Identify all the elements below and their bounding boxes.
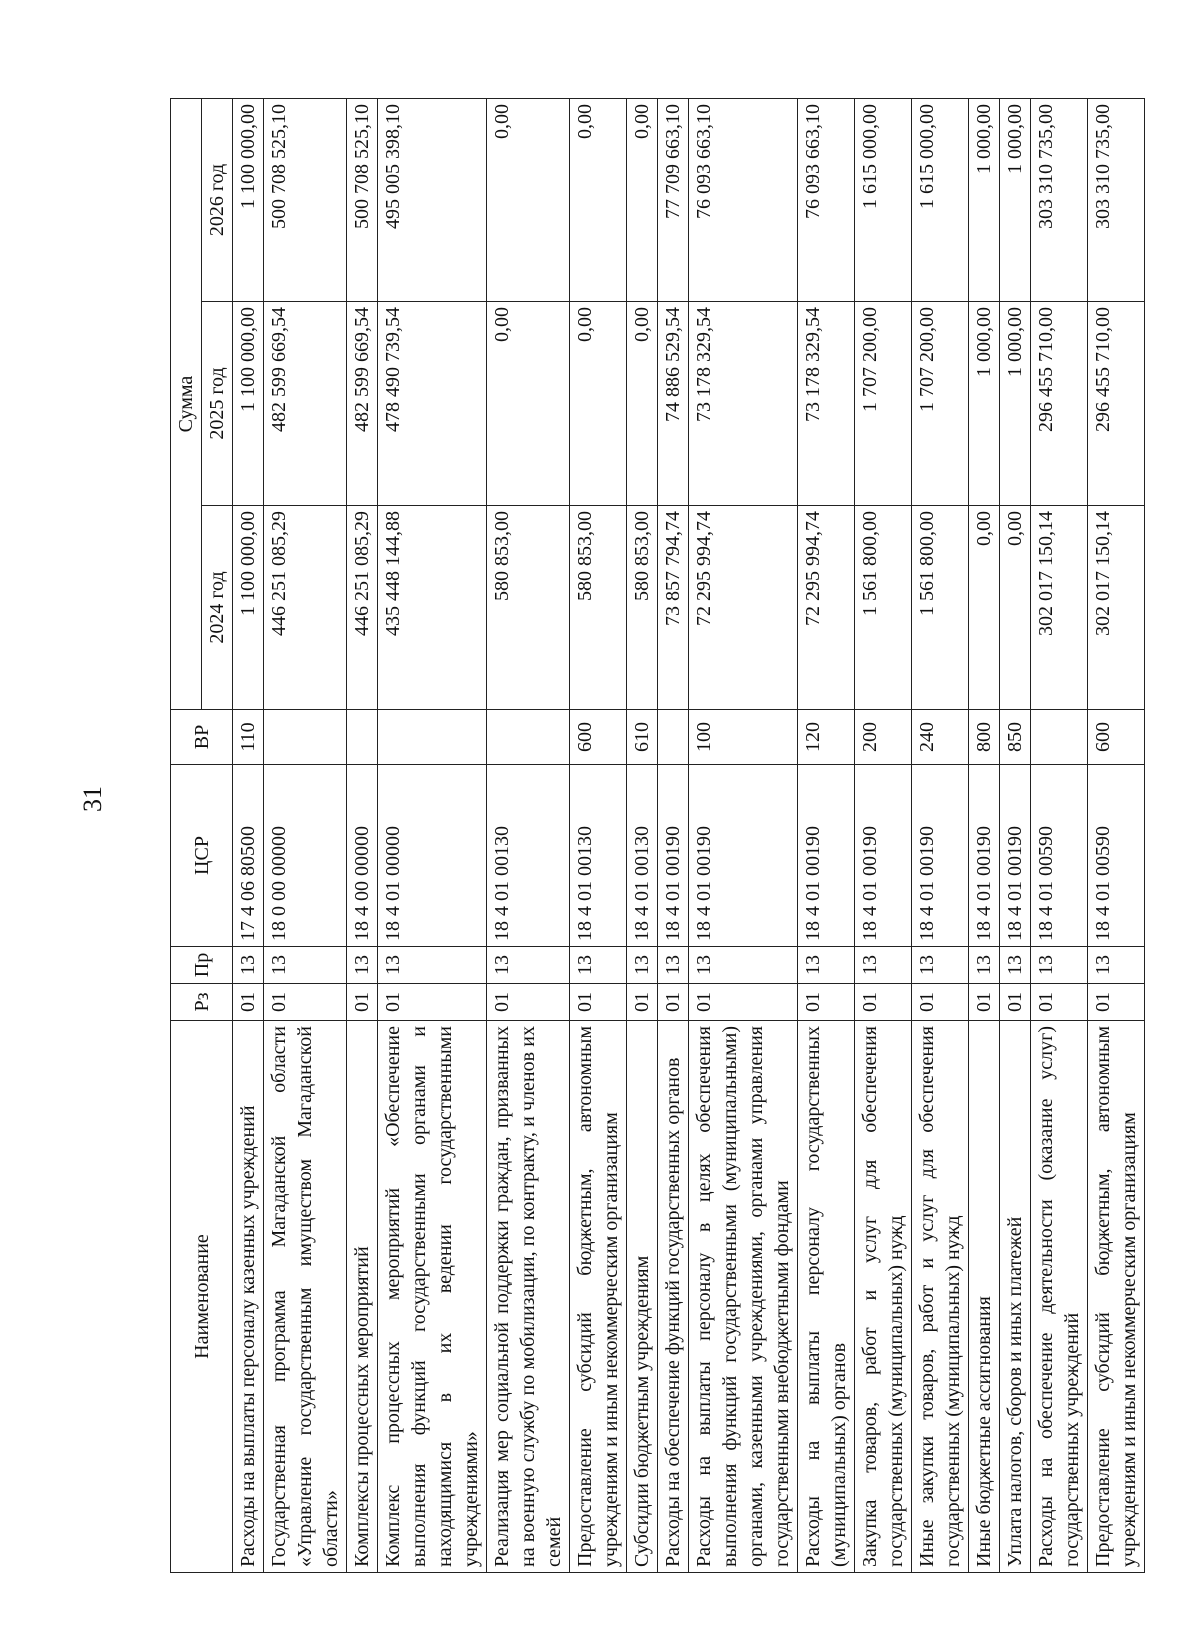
row-sum-2026-cell: 1 100 000,00: [233, 99, 264, 302]
row-rz-cell: 01: [1031, 984, 1088, 1021]
row-csr-cell: 18 4 01 00190: [689, 765, 798, 947]
row-sum-2025-cell: 0,00: [627, 302, 658, 506]
row-pr-cell: 13: [627, 947, 658, 984]
row-sum-2024-cell: 72 295 994,74: [689, 506, 798, 710]
row-sum-2026-cell: 500 708 525,10: [264, 99, 347, 302]
row-sum-2024-cell: 1 100 000,00: [233, 506, 264, 710]
row-sum-2026-cell: 1 000,00: [969, 99, 1000, 302]
row-pr-cell: 13: [689, 947, 798, 984]
row-rz-cell: 01: [1088, 984, 1145, 1021]
row-vr-cell: [347, 710, 378, 765]
row-sum-2024-cell: 580 853,00: [570, 506, 627, 710]
page-number: 31: [78, 786, 107, 812]
row-vr-cell: 100: [689, 710, 798, 765]
row-sum-2026-cell: 303 310 735,00: [1031, 99, 1088, 302]
row-name-cell: Расходы на обеспечение деятельности (оказание услуг) государственных учреждений: [1031, 1021, 1088, 1573]
row-sum-2025-cell: 1 000,00: [1000, 302, 1031, 506]
row-csr-cell: 18 4 00 00000: [347, 765, 378, 947]
row-name-cell: Иные закупки товаров, работ и услуг для обеспечения государственных (муниципальных) нужд: [912, 1021, 969, 1573]
row-sum-2024-cell: 580 853,00: [487, 506, 570, 710]
row-name-cell: Предоставление субсидий бюджетным, автономным учреждениям и иным некоммерческим организациям: [570, 1021, 627, 1573]
table-row: [264, 99, 347, 1573]
row-vr-cell: [264, 710, 347, 765]
row-sum-2025-cell: 0,00: [487, 302, 570, 506]
row-rz-cell: 01: [264, 984, 347, 1021]
row-rz-cell: 01: [798, 984, 855, 1021]
header-csr: ЦСР: [171, 765, 233, 947]
row-sum-2025-cell: 1 707 200,00: [912, 302, 969, 506]
row-pr-cell: 13: [798, 947, 855, 984]
row-sum-2025-cell: 0,00: [570, 302, 627, 506]
row-sum-2026-cell: 303 310 735,00: [1088, 99, 1145, 302]
row-csr-cell: 18 4 01 00130: [570, 765, 627, 947]
header-year-2024: 2024 год: [202, 506, 233, 710]
row-name-cell: Расходы на обеспечение функций государственных органов: [658, 1021, 689, 1573]
row-sum-2024-cell: 302 017 150,14: [1088, 506, 1145, 710]
budget-sheet: [170, 99, 1140, 1573]
row-sum-2026-cell: 77 709 663,10: [658, 99, 689, 302]
row-vr-cell: [378, 710, 487, 765]
row-csr-cell: 18 4 01 00190: [969, 765, 1000, 947]
row-rz-cell: 01: [855, 984, 912, 1021]
header-sum: Сумма: [171, 99, 202, 710]
table-row: [1088, 99, 1145, 1573]
table-row: [855, 99, 912, 1573]
table-row: [487, 99, 570, 1573]
row-name-cell: Предоставление субсидий бюджетным, автономным учреждениям и иным некоммерческим организациям: [1088, 1021, 1145, 1573]
row-csr-cell: 18 4 01 00190: [855, 765, 912, 947]
table-row: [798, 99, 855, 1573]
row-sum-2024-cell: 446 251 085,29: [264, 506, 347, 710]
row-name-cell: Комплекс процессных мероприятий «Обеспечение выполнения функций государственными органами и находящимися в их ведении государственными учреждениями»: [378, 1021, 487, 1573]
row-sum-2026-cell: 0,00: [627, 99, 658, 302]
row-rz-cell: 01: [969, 984, 1000, 1021]
row-sum-2025-cell: 1 000,00: [969, 302, 1000, 506]
row-sum-2026-cell: 1 615 000,00: [855, 99, 912, 302]
row-sum-2025-cell: 296 455 710,00: [1031, 302, 1088, 506]
row-sum-2025-cell: 482 599 669,54: [264, 302, 347, 506]
row-sum-2025-cell: 74 886 529,54: [658, 302, 689, 506]
row-vr-cell: 600: [1088, 710, 1145, 765]
header-row: [171, 99, 202, 1573]
row-csr-cell: 18 4 01 00130: [487, 765, 570, 947]
row-sum-2026-cell: 500 708 525,10: [347, 99, 378, 302]
row-sum-2024-cell: 0,00: [1000, 506, 1031, 710]
row-pr-cell: 13: [487, 947, 570, 984]
row-pr-cell: 13: [570, 947, 627, 984]
table-row: [347, 99, 378, 1573]
row-vr-cell: [658, 710, 689, 765]
row-rz-cell: 01: [658, 984, 689, 1021]
row-sum-2025-cell: 296 455 710,00: [1088, 302, 1145, 506]
row-rz-cell: 01: [347, 984, 378, 1021]
row-sum-2026-cell: 1 000,00: [1000, 99, 1031, 302]
row-vr-cell: [487, 710, 570, 765]
header-rz: Рз: [171, 984, 233, 1021]
row-pr-cell: 13: [233, 947, 264, 984]
row-sum-2025-cell: 1 707 200,00: [855, 302, 912, 506]
row-csr-cell: 18 4 01 00590: [1031, 765, 1088, 947]
table-row: [658, 99, 689, 1573]
table-row: [969, 99, 1000, 1573]
row-pr-cell: 13: [855, 947, 912, 984]
row-name-cell: Иные бюджетные ассигнования: [969, 1021, 1000, 1573]
row-name-cell: Закупка товаров, работ и услуг для обеспечения государственных (муниципальных) нужд: [855, 1021, 912, 1573]
row-csr-cell: 18 4 01 00000: [378, 765, 487, 947]
row-rz-cell: 01: [570, 984, 627, 1021]
row-vr-cell: 850: [1000, 710, 1031, 765]
row-vr-cell: 600: [570, 710, 627, 765]
row-sum-2024-cell: 446 251 085,29: [347, 506, 378, 710]
row-rz-cell: 01: [1000, 984, 1031, 1021]
row-pr-cell: 13: [658, 947, 689, 984]
table-row: [233, 99, 264, 1573]
row-vr-cell: 800: [969, 710, 1000, 765]
row-csr-cell: 18 4 01 00190: [1000, 765, 1031, 947]
header-year-2025: 2025 год: [202, 302, 233, 506]
row-sum-2024-cell: 73 857 794,74: [658, 506, 689, 710]
row-sum-2026-cell: 76 093 663,10: [798, 99, 855, 302]
table-row: [570, 99, 627, 1573]
header-pr: Пр: [171, 947, 233, 984]
row-csr-cell: 18 4 01 00130: [627, 765, 658, 947]
row-pr-cell: 13: [378, 947, 487, 984]
row-sum-2024-cell: 435 448 144,88: [378, 506, 487, 710]
row-sum-2025-cell: 73 178 329,54: [689, 302, 798, 506]
row-pr-cell: 13: [912, 947, 969, 984]
row-vr-cell: 200: [855, 710, 912, 765]
table-body: [233, 99, 1145, 1573]
row-csr-cell: 18 0 00 00000: [264, 765, 347, 947]
table-row: [912, 99, 969, 1573]
row-name-cell: Расходы на выплаты персоналу в целях обеспечения выполнения функций государственными (муниципальными) органами, казенными учреждениями, органами управления государственными внебюджетными фондами: [689, 1021, 798, 1573]
row-vr-cell: [1031, 710, 1088, 765]
row-rz-cell: 01: [233, 984, 264, 1021]
row-pr-cell: 13: [1000, 947, 1031, 984]
table-row: [689, 99, 798, 1573]
table-row: [1031, 99, 1088, 1573]
row-name-cell: Государственная программа Магаданской области «Управление государственным имуществом Магаданской области»: [264, 1021, 347, 1573]
row-vr-cell: 120: [798, 710, 855, 765]
table-row: [1000, 99, 1031, 1573]
row-sum-2024-cell: 1 561 800,00: [912, 506, 969, 710]
row-sum-2024-cell: 72 295 994,74: [798, 506, 855, 710]
table-row: [378, 99, 487, 1573]
row-name-cell: Комплексы процессных мероприятий: [347, 1021, 378, 1573]
budget-table: [170, 98, 1145, 1573]
row-name-cell: Реализация мер социальной поддержки граждан, призванных на военную службу по мобилизации, по контракту, и членов их семей: [487, 1021, 570, 1573]
row-vr-cell: 240: [912, 710, 969, 765]
row-rz-cell: 01: [487, 984, 570, 1021]
row-csr-cell: 18 4 01 00190: [658, 765, 689, 947]
row-rz-cell: 01: [689, 984, 798, 1021]
table-row: [627, 99, 658, 1573]
row-csr-cell: 18 4 01 00590: [1088, 765, 1145, 947]
row-rz-cell: 01: [378, 984, 487, 1021]
row-name-cell: Расходы на выплаты персоналу казенных учреждений: [233, 1021, 264, 1573]
row-csr-cell: 18 4 01 00190: [912, 765, 969, 947]
row-name-cell: Расходы на выплаты персоналу государственных (муниципальных) органов: [798, 1021, 855, 1573]
row-rz-cell: 01: [627, 984, 658, 1021]
row-vr-cell: 110: [233, 710, 264, 765]
row-pr-cell: 13: [264, 947, 347, 984]
row-vr-cell: 610: [627, 710, 658, 765]
row-sum-2024-cell: 1 561 800,00: [855, 506, 912, 710]
header-vr: ВР: [171, 710, 233, 765]
row-sum-2026-cell: 1 615 000,00: [912, 99, 969, 302]
row-sum-2024-cell: 580 853,00: [627, 506, 658, 710]
row-csr-cell: 17 4 06 80500: [233, 765, 264, 947]
row-sum-2026-cell: 0,00: [570, 99, 627, 302]
row-name-cell: Уплата налогов, сборов и иных платежей: [1000, 1021, 1031, 1573]
row-pr-cell: 13: [1031, 947, 1088, 984]
row-sum-2026-cell: 0,00: [487, 99, 570, 302]
row-sum-2025-cell: 482 599 669,54: [347, 302, 378, 506]
row-rz-cell: 01: [912, 984, 969, 1021]
row-csr-cell: 18 4 01 00190: [798, 765, 855, 947]
row-sum-2025-cell: 1 100 000,00: [233, 302, 264, 506]
row-sum-2025-cell: 478 490 739,54: [378, 302, 487, 506]
header-year-2026: 2026 год: [202, 99, 233, 302]
row-name-cell: Субсидии бюджетным учреждениям: [627, 1021, 658, 1573]
row-pr-cell: 13: [347, 947, 378, 984]
row-sum-2024-cell: 302 017 150,14: [1031, 506, 1088, 710]
row-sum-2026-cell: 76 093 663,10: [689, 99, 798, 302]
row-pr-cell: 13: [1088, 947, 1145, 984]
row-pr-cell: 13: [969, 947, 1000, 984]
header-name: Наименование: [171, 1021, 233, 1573]
row-sum-2024-cell: 0,00: [969, 506, 1000, 710]
row-sum-2025-cell: 73 178 329,54: [798, 302, 855, 506]
row-sum-2026-cell: 495 005 398,10: [378, 99, 487, 302]
